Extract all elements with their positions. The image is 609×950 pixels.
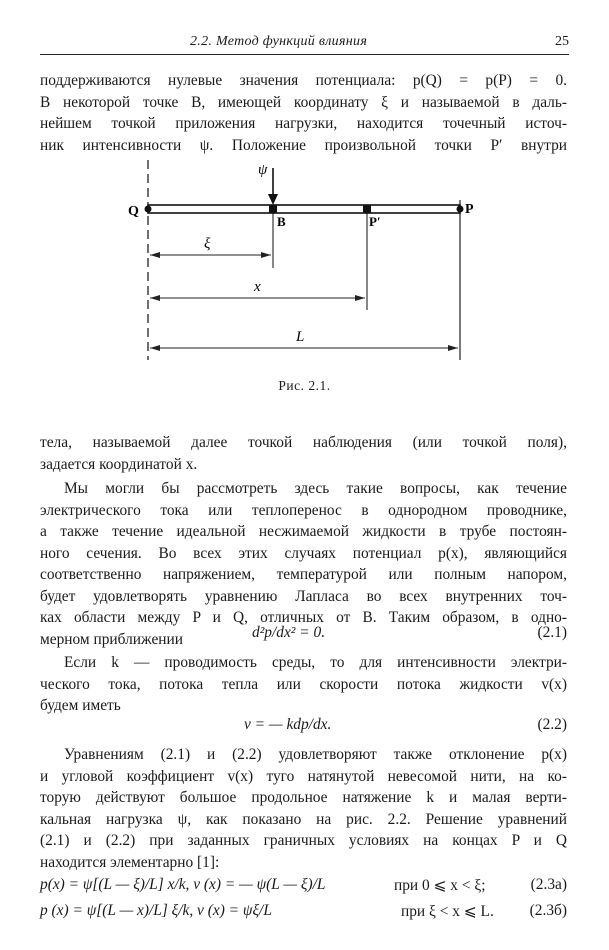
page-number: 25 bbox=[555, 34, 569, 49]
text-line: поддерживаются нулевые значения потенциала: p(Q) = p(P) = 0. bbox=[40, 72, 567, 89]
point-q bbox=[145, 206, 152, 213]
label-psi: ψ bbox=[258, 162, 268, 178]
point-p bbox=[457, 206, 464, 213]
paragraph-2 bbox=[40, 432, 567, 475]
label-p-prime: P′ bbox=[369, 214, 381, 229]
text-line: Уравнениям (2.1) и (2.2) удовлетворяют также отклонение p(x) bbox=[64, 746, 567, 763]
equation-2-1 bbox=[40, 624, 567, 646]
text-line: В некоторой точке B, имеющей координату ξ и называемой в даль- bbox=[40, 93, 567, 111]
text-line: ного сечения. Во всех этих случаях потенциал p(x), являющийся bbox=[40, 544, 567, 562]
figure-2-1 bbox=[120, 160, 480, 370]
label-x: x bbox=[254, 279, 261, 295]
label-xi: ξ bbox=[204, 236, 211, 252]
equation-condition: при 0 ⩽ x < ξ; bbox=[394, 877, 486, 894]
equation-condition: при ξ < x ⩽ L. bbox=[401, 903, 494, 920]
text-line: задается координатой x. bbox=[40, 455, 198, 473]
label-l: L bbox=[296, 329, 305, 345]
text-line: будем иметь bbox=[40, 697, 121, 714]
equation-number: (2.2) bbox=[537, 716, 567, 733]
figure-caption: Рис. 2.1. bbox=[278, 378, 331, 393]
paragraph-5 bbox=[40, 744, 567, 873]
text-line: кальная нагрузка ψ, как показано на рис. 2.2. Решение уравнений bbox=[40, 810, 567, 828]
point-b bbox=[269, 205, 277, 213]
equation-formula: d²p/dx² = 0. bbox=[252, 624, 326, 641]
string-bar bbox=[148, 205, 460, 213]
paragraph-1 bbox=[40, 70, 567, 156]
text-line: (2.1) и (2.2) при заданных граничных условиях на концах P и Q bbox=[40, 832, 567, 849]
text-line: соответственно напряжением, температурой или полным напором, bbox=[40, 566, 567, 583]
running-header bbox=[40, 28, 569, 55]
label-q: Q bbox=[128, 204, 139, 219]
equation-2-3b bbox=[40, 902, 567, 924]
equation-number: (2.3б) bbox=[529, 902, 567, 919]
equation-number: (2.3а) bbox=[530, 876, 567, 893]
paragraph-4 bbox=[40, 652, 567, 717]
text-line: тела, называемой далее точкой наблюдения (или точкой поля), bbox=[40, 434, 567, 451]
text-line: а также течение идеальной несжимаемой жидкости в трубе постоян- bbox=[40, 523, 567, 540]
text-line: Мы могли бы рассмотреть здесь такие вопросы, как течение bbox=[64, 480, 567, 497]
text-line: нейшем точкой приложения нагрузки, находится точечный источ- bbox=[40, 115, 567, 132]
text-line: находится элементарно [1]: bbox=[40, 853, 220, 871]
text-line: мерном приближении bbox=[40, 630, 183, 648]
text-line: Если k — проводимость среды, то для интенсивности электри- bbox=[64, 654, 567, 671]
text-line: торую действуют большое продольное натяжение k и малая верти- bbox=[40, 789, 567, 806]
equation-number: (2.1) bbox=[537, 624, 567, 641]
equation-formula: p(x) = ψ[(L — ξ)/L] x/k, v (x) = — ψ(L — ξ)/L bbox=[40, 876, 326, 893]
text-line: ник интенсивности ψ. Положение произвольной точки P′ внутри bbox=[40, 136, 567, 154]
load-arrow-head bbox=[268, 194, 278, 205]
equation-formula: v = — kdp/dx. bbox=[244, 716, 332, 733]
equation-formula: p (x) = ψ[(L — x)/L] ξ/k, v (x) = ψξ/L bbox=[40, 902, 272, 919]
text-line: и угловой коэффициент v(x) туго натянутой невесомой нити, на ко- bbox=[40, 767, 567, 785]
label-p: P bbox=[465, 202, 474, 217]
text-line: ках области между P и Q, отличных от B. Таким образом, в одно- bbox=[40, 609, 567, 626]
text-line: ческого тока, потока тепла или скорости потока жидкости v(x) bbox=[40, 675, 567, 693]
text-line: будет удовлетворять уравнению Лапласа во всех внутренних точ- bbox=[40, 587, 567, 605]
label-b: B bbox=[277, 214, 286, 229]
equation-2-3a bbox=[40, 876, 567, 898]
text-line: электрического тока или теплоперенос в однородном проводнике, bbox=[40, 501, 567, 519]
section-title: 2.2. Метод функций влияния bbox=[190, 34, 368, 49]
point-p-prime bbox=[363, 205, 371, 213]
string-diagram bbox=[120, 160, 480, 370]
equation-2-2 bbox=[40, 716, 567, 738]
